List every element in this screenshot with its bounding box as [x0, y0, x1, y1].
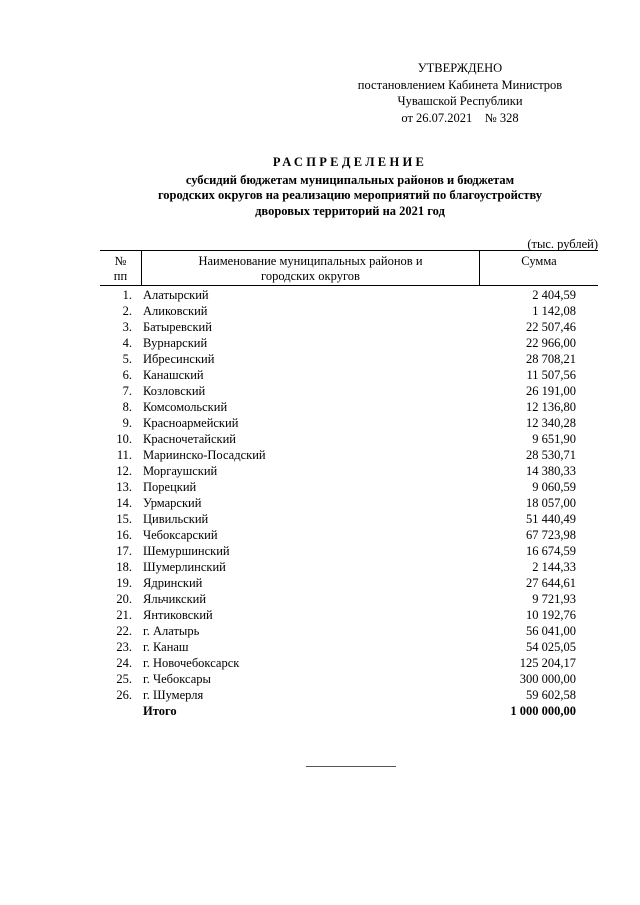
- row-sum: 67 723,98: [526, 528, 576, 542]
- row-number: 26.: [116, 688, 132, 702]
- table-row: [100, 431, 598, 447]
- row-name: Ибресинский: [143, 352, 215, 366]
- table-row: [100, 415, 598, 431]
- table-row: [100, 479, 598, 495]
- row-name: Красноармейский: [143, 416, 239, 430]
- row-sum: 12 340,28: [526, 416, 576, 430]
- row-number: 4.: [122, 336, 132, 350]
- table-row: [100, 639, 598, 655]
- row-number: 25.: [116, 672, 132, 686]
- row-sum: 54 025,05: [526, 640, 576, 654]
- total-sum: 1 000 000,00: [510, 704, 576, 718]
- row-number: 6.: [122, 368, 132, 382]
- row-number: 10.: [116, 432, 132, 446]
- row-sum: 2 404,59: [532, 288, 576, 302]
- row-number: 11.: [116, 448, 132, 462]
- table-row: [100, 607, 598, 623]
- row-number: 20.: [116, 592, 132, 606]
- row-number: 9.: [122, 416, 132, 430]
- row-name: Урмарский: [143, 496, 202, 510]
- total-label: Итого: [143, 704, 177, 718]
- table-row: [100, 623, 598, 639]
- row-number: 14.: [116, 496, 132, 510]
- row-number: 17.: [116, 544, 132, 558]
- row-name: Цивильский: [143, 512, 209, 526]
- total-row: [100, 703, 598, 719]
- row-name: Порецкий: [143, 480, 197, 494]
- row-name: г. Новочебоксарск: [143, 656, 240, 670]
- table-row: [100, 319, 598, 335]
- row-number: 23.: [116, 640, 132, 654]
- row-number: 19.: [116, 576, 132, 590]
- table-row: [100, 303, 598, 319]
- row-number: 21.: [116, 608, 132, 622]
- row-name: Чебоксарский: [143, 528, 218, 542]
- row-number: 22.: [116, 624, 132, 638]
- table-row: [100, 367, 598, 383]
- row-number: 1.: [122, 288, 132, 302]
- header-sum: Сумма: [521, 254, 557, 268]
- divider-line: [306, 766, 396, 767]
- row-number: 12.: [116, 464, 132, 478]
- row-sum: 9 721,93: [532, 592, 576, 606]
- table-row: [100, 591, 598, 607]
- table-row: [100, 559, 598, 575]
- row-sum: 28 708,21: [526, 352, 576, 366]
- header-number-line2: пп: [113, 268, 128, 283]
- approval-republic: Чувашской Республики: [397, 94, 523, 108]
- row-name: Шемуршинский: [143, 544, 230, 558]
- row-name: Моргаушский: [143, 464, 218, 478]
- table-row: [100, 383, 598, 399]
- document-title: [100, 155, 600, 219]
- row-name: Мариинско-Посадский: [143, 448, 266, 462]
- row-sum: 1 142,08: [532, 304, 576, 318]
- table-row: [100, 463, 598, 479]
- row-sum: 12 136,80: [526, 400, 576, 414]
- row-name: г. Канаш: [143, 640, 189, 654]
- row-name: Комсомольский: [143, 400, 228, 414]
- table-row: [100, 335, 598, 351]
- row-name: Батыревский: [143, 320, 212, 334]
- header-name-line2: городских округов: [261, 268, 360, 283]
- row-name: Алатырский: [143, 288, 209, 302]
- row-sum: 300 000,00: [519, 672, 576, 686]
- row-name: Красночетайский: [143, 432, 236, 446]
- table-row: [100, 511, 598, 527]
- row-name: Канашский: [143, 368, 204, 382]
- approval-authority: постановлением Кабинета Министров: [357, 77, 563, 92]
- row-number: 13.: [116, 480, 132, 494]
- table-row: [100, 575, 598, 591]
- table-row: [100, 671, 598, 687]
- row-number: 18.: [116, 560, 132, 574]
- row-number: 24.: [116, 656, 132, 670]
- row-number: 5.: [122, 352, 132, 366]
- approval-title: УТВЕРЖДЕНО: [417, 61, 503, 75]
- row-sum: 59 602,58: [526, 688, 576, 702]
- header-name-line1: Наименование муниципальных районов и: [198, 254, 423, 268]
- table-header: [100, 250, 598, 286]
- row-name: Козловский: [143, 384, 206, 398]
- row-sum: 22 507,46: [526, 320, 576, 334]
- row-name: Аликовский: [143, 304, 208, 318]
- table-body: [100, 287, 598, 719]
- units-label: (тыс. рублей): [527, 237, 598, 251]
- table-row: [100, 527, 598, 543]
- row-name: г. Чебоксары: [143, 672, 211, 686]
- row-name: Шумерлинский: [143, 560, 226, 574]
- table-row: [100, 495, 598, 511]
- row-number: 3.: [122, 320, 132, 334]
- row-name: Вурнарский: [143, 336, 208, 350]
- row-number: 2.: [122, 304, 132, 318]
- table-row: [100, 351, 598, 367]
- table-row: [100, 287, 598, 303]
- table-row: [100, 687, 598, 703]
- title-main: РАСПРЕДЕЛЕНИЕ: [272, 155, 428, 169]
- row-sum: 26 191,00: [526, 384, 576, 398]
- row-sum: 11 507,56: [526, 368, 576, 382]
- row-sum: 9 651,90: [532, 432, 576, 446]
- title-line-3: дворовых территорий на 2021 год: [255, 203, 445, 218]
- approval-stamp: [340, 60, 580, 126]
- row-sum: 56 041,00: [526, 624, 576, 638]
- row-sum: 22 966,00: [526, 336, 576, 350]
- title-line-1: субсидий бюджетам муниципальных районов и бюджетам: [185, 172, 515, 187]
- header-number-line1: №: [114, 254, 127, 268]
- table-row: [100, 543, 598, 559]
- row-sum: 2 144,33: [532, 560, 576, 574]
- row-sum: 16 674,59: [526, 544, 576, 558]
- row-name: г. Шумерля: [143, 688, 204, 702]
- row-sum: 18 057,00: [526, 496, 576, 510]
- row-sum: 28 530,71: [526, 448, 576, 462]
- header-name: [142, 251, 480, 285]
- row-name: Ядринский: [143, 576, 203, 590]
- row-sum: 14 380,33: [526, 464, 576, 478]
- row-number: 7.: [122, 384, 132, 398]
- table-row: [100, 655, 598, 671]
- row-number: 8.: [122, 400, 132, 414]
- table-row: [100, 399, 598, 415]
- row-name: Яльчикский: [143, 592, 207, 606]
- row-sum: 10 192,76: [526, 608, 576, 622]
- table-row: [100, 447, 598, 463]
- row-name: г. Алатырь: [143, 624, 200, 638]
- row-sum: 9 060,59: [532, 480, 576, 494]
- row-sum: 27 644,61: [526, 576, 576, 590]
- title-line-2: городских округов на реализацию мероприятий по благоустройству: [157, 188, 543, 202]
- row-sum: 125 204,17: [519, 656, 576, 670]
- row-name: Янтиковский: [143, 608, 213, 622]
- header-number: [100, 251, 142, 285]
- row-number: 15.: [116, 512, 132, 526]
- approval-date-number: от 26.07.2021 № 328: [401, 110, 519, 125]
- row-number: 16.: [116, 528, 132, 542]
- row-sum: 51 440,49: [526, 512, 576, 526]
